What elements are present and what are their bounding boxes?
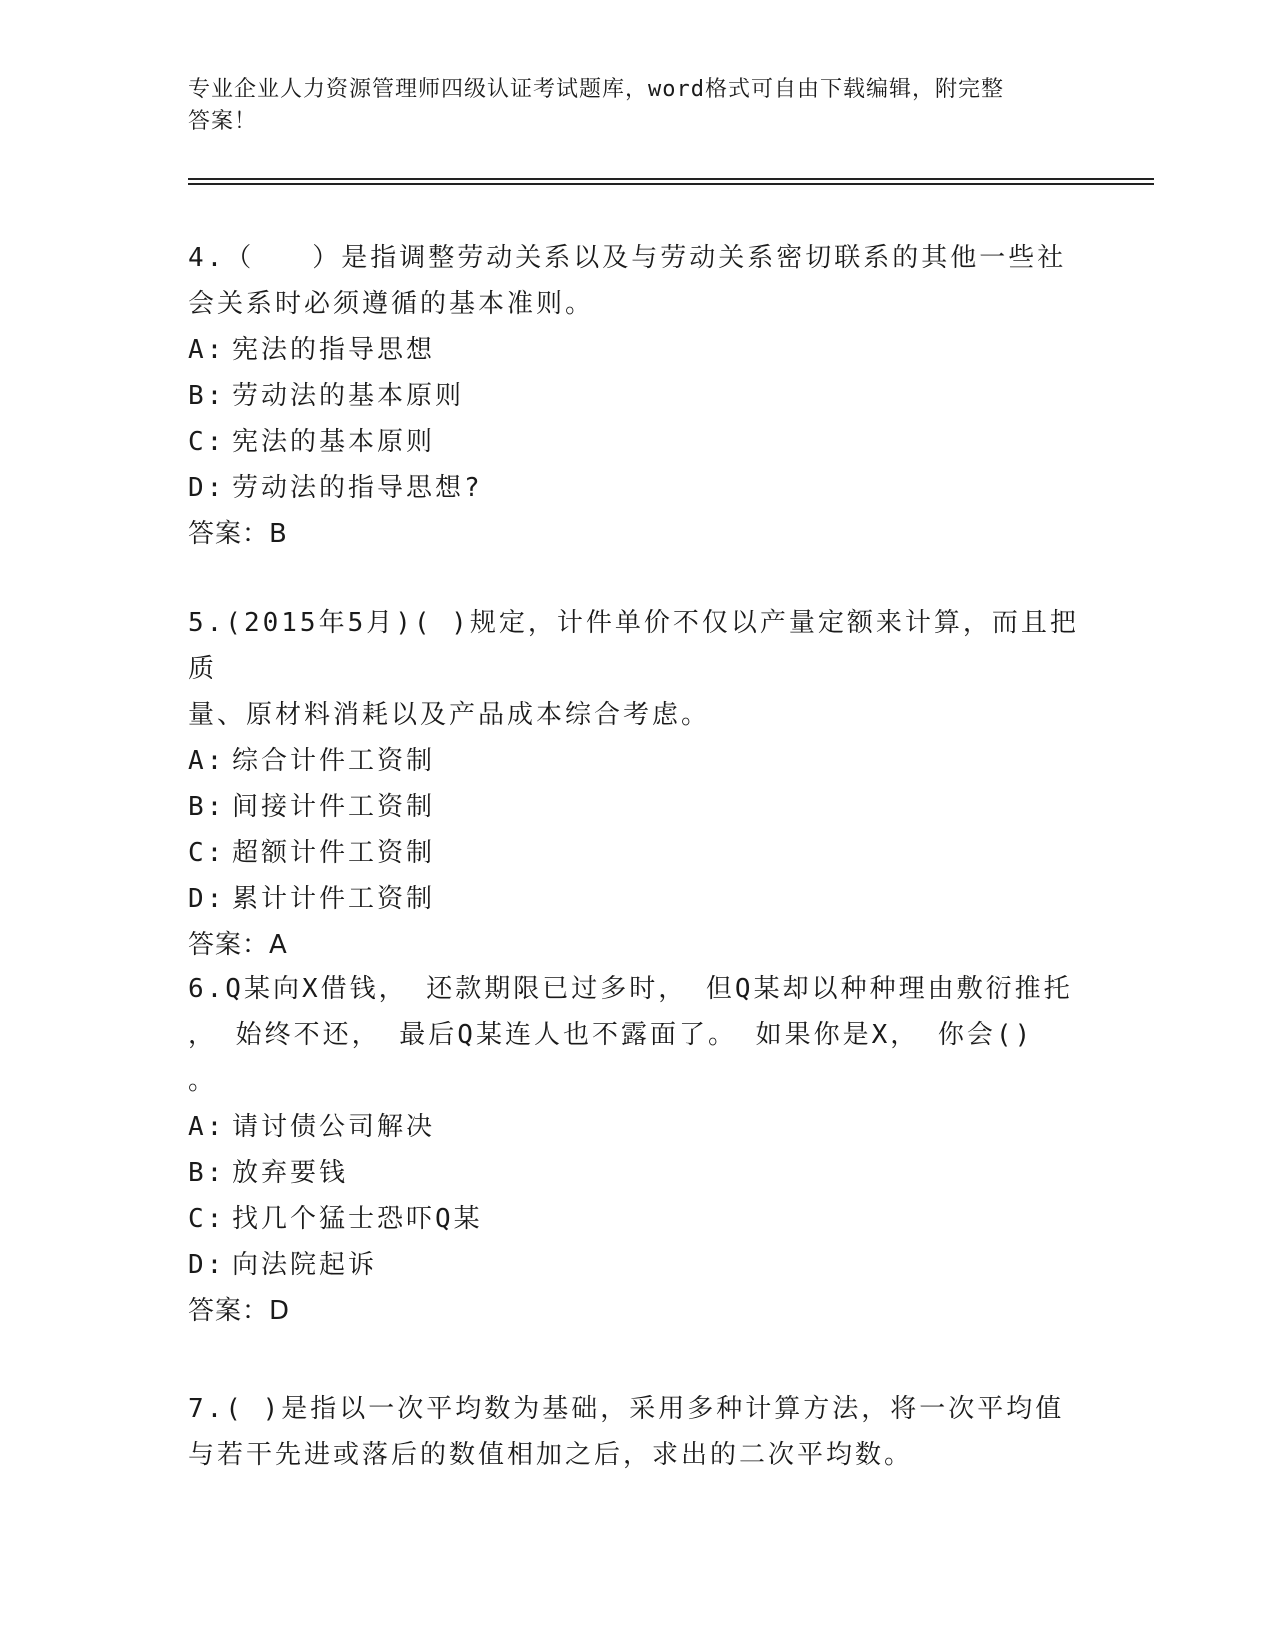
option-text: 向法院起诉 [232, 1250, 378, 1280]
stem-line: 6.Q某向X借钱， 还款期限已过多时， 但Q某却以种种理由敷衍推托 [188, 974, 1073, 1004]
option-text: 综合计件工资制 [232, 746, 436, 776]
option-c [188, 830, 1088, 876]
option-a [188, 738, 1088, 784]
option-key: B: [188, 792, 226, 822]
option-key: A: [188, 335, 226, 365]
option-key: B: [188, 1158, 226, 1188]
question-block [188, 1386, 1088, 1478]
header-divider [188, 178, 1154, 180]
option-c [188, 419, 1088, 465]
option-text: 找几个猛士恐吓Q某 [232, 1204, 483, 1234]
stem-line: 量、原材料消耗以及产品成本综合考虑。 [188, 700, 711, 730]
option-d [188, 1242, 1088, 1288]
option-key: A: [188, 746, 226, 776]
question-block [188, 235, 1088, 557]
header-divider [188, 183, 1154, 185]
question-stem [188, 235, 1088, 327]
option-text: 劳动法的指导思想? [232, 473, 483, 503]
option-key: C: [188, 1204, 226, 1234]
option-a [188, 327, 1088, 373]
stem-line: 会关系时必须遵循的基本准则。 [188, 289, 595, 319]
document-header [188, 74, 1088, 138]
option-a [188, 1104, 1088, 1150]
option-c [188, 1196, 1088, 1242]
stem-line: ， 始终不还， 最后Q某连人也不露面了。 如果你是X， 你会() [188, 1020, 1034, 1050]
option-b [188, 1150, 1088, 1196]
option-d [188, 465, 1088, 511]
option-text: 累计计件工资制 [232, 884, 436, 914]
option-key: B: [188, 381, 226, 411]
option-text: 宪法的基本原则 [232, 427, 436, 457]
header-line: 答案！ [188, 109, 258, 134]
question-stem [188, 600, 1088, 738]
question-stem [188, 1386, 1088, 1478]
option-b [188, 373, 1088, 419]
option-key: C: [188, 838, 226, 868]
option-key: D: [188, 1250, 226, 1280]
option-b [188, 784, 1088, 830]
option-text: 放弃要钱 [232, 1158, 349, 1188]
option-d [188, 876, 1088, 922]
answer-line: 答案：D [188, 1296, 291, 1326]
option-key: D: [188, 884, 226, 914]
option-key: A: [188, 1112, 226, 1142]
question-block [188, 966, 1088, 1334]
option-key: D: [188, 473, 226, 503]
option-text: 间接计件工资制 [232, 792, 436, 822]
option-text: 宪法的指导思想 [232, 335, 436, 365]
stem-line: 。 [188, 1066, 218, 1096]
question-stem [188, 966, 1088, 1104]
option-text: 超额计件工资制 [232, 838, 436, 868]
header-line: 专业企业人力资源管理师四级认证考试题库，word格式可自由下载编辑，附完整 [188, 77, 1004, 102]
question-block [188, 600, 1088, 968]
answer-line: 答案：A [188, 930, 288, 960]
option-key: C: [188, 427, 226, 457]
answer-line: 答案：B [188, 519, 288, 549]
stem-line: 7.( )是指以一次平均数为基础，采用多种计算方法，将一次平均值 [188, 1394, 1065, 1424]
option-text: 劳动法的基本原则 [232, 381, 465, 411]
stem-line: 5.(2015年5月)( )规定，计件单价不仅以产量定额来计算，而且把质 [188, 608, 1079, 684]
stem-line: 与若干先进或落后的数值相加之后，求出的二次平均数。 [188, 1440, 914, 1470]
stem-line: 4.（ ）是指调整劳动关系以及与劳动关系密切联系的其他一些社 [188, 243, 1067, 273]
option-text: 请讨债公司解决 [232, 1112, 436, 1142]
